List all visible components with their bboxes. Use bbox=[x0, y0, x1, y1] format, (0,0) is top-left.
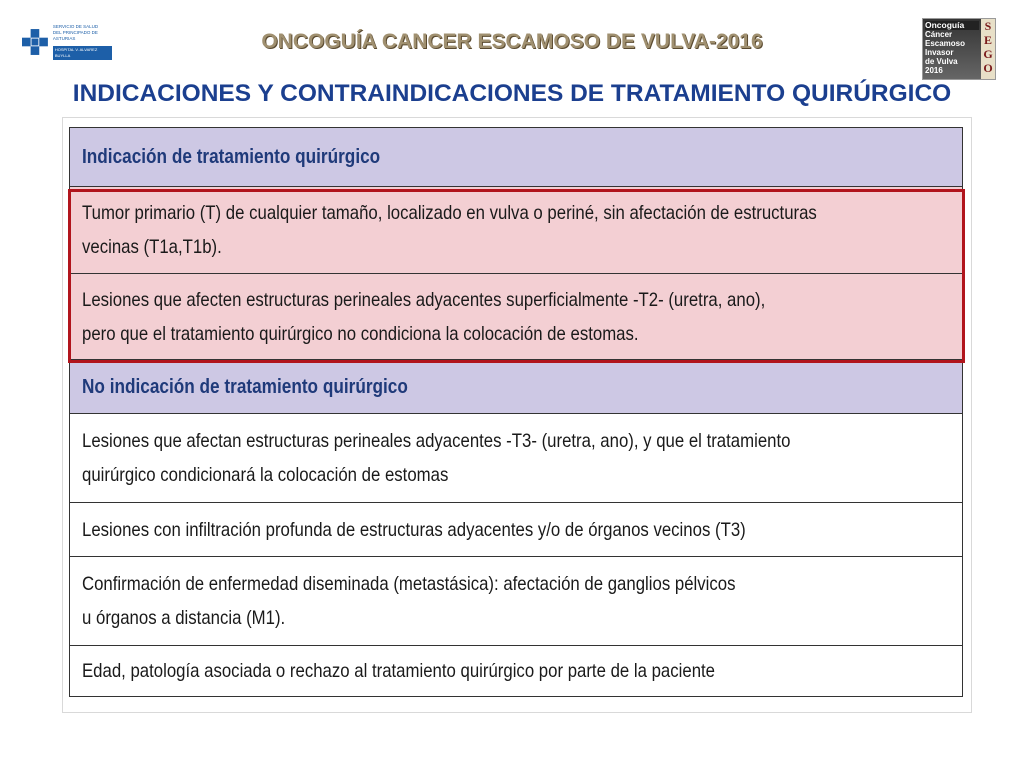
indication-header-row bbox=[70, 128, 962, 187]
logo-text-line: de Vulva bbox=[925, 57, 958, 66]
no-indication-header: No indicación de tratamiento quirúrgico bbox=[82, 375, 408, 398]
table-row bbox=[70, 187, 962, 274]
row-text-line: Edad, patología asociada o rechazo al tratamiento quirúrgico por parte de la paciente bbox=[82, 660, 716, 682]
row-text-line: quirúrgico condicionará la colocación de estomas bbox=[82, 464, 449, 486]
oncoguia-sego-logo bbox=[922, 18, 996, 80]
logo-letter: E bbox=[983, 33, 992, 47]
no-indication-header-row bbox=[70, 360, 962, 414]
row-text-line: Lesiones con infiltración profunda de estructuras adyacentes y/o de órganos vecinos (T3) bbox=[82, 518, 746, 541]
slide-title: INDICACIONES Y CONTRAINDICACIONES DE TRATAMIENTO QUIRÚRGICO bbox=[72, 80, 952, 107]
table-row bbox=[70, 414, 962, 503]
logo-text-line: Oncoguía bbox=[925, 21, 979, 30]
indication-header: Indicación de tratamiento quirúrgico bbox=[82, 146, 381, 168]
slide-subtitle: ONCOGUÍA CANCER ESCAMOSO DE VULVA-2016 bbox=[261, 30, 763, 53]
table-row bbox=[70, 557, 962, 646]
row-text-line: u órganos a distancia (M1). bbox=[82, 607, 286, 629]
logo-letter: G bbox=[983, 47, 993, 61]
logo-letter: S bbox=[984, 19, 992, 33]
row-text-line: Lesiones que afecten estructuras perineales adyacentes superficialmente -T2- (uretra, ano), bbox=[82, 288, 766, 311]
logo-text-line: 2016 bbox=[925, 66, 943, 75]
row-text-line: vecinas (T1a,T1b). bbox=[82, 236, 222, 258]
logo-line-2: DEL PRINCIPADO DE ASTURIAS bbox=[52, 30, 98, 41]
table-row bbox=[70, 503, 962, 557]
logo-line-1: SERVICIO DE SALUD bbox=[52, 24, 99, 29]
row-text-line: pero que el tratamiento quirúrgico no condiciona la colocación de estomas. bbox=[82, 322, 639, 345]
logo-letter: O bbox=[983, 61, 993, 75]
table-row bbox=[70, 274, 962, 360]
surgical-indications-table bbox=[69, 127, 963, 697]
logo-text-line: Escamoso bbox=[925, 39, 966, 48]
row-text-line: Confirmación de enfermedad diseminada (metastásica): afectación de ganglios pélvicos bbox=[82, 573, 736, 595]
row-text-line: Lesiones que afectan estructuras perineales adyacentes -T3- (uretra, ano), y que el tratamiento bbox=[82, 430, 791, 452]
table-row bbox=[70, 646, 962, 697]
row-text-line: Tumor primario (T) de cualquier tamaño, localizado en vulva o periné, sin afectación de estructuras bbox=[82, 202, 817, 224]
logo-hospital: HOSPITAL V. ALVAREZ BUYLLA bbox=[53, 46, 112, 60]
logo-text-line: Invasor bbox=[925, 48, 954, 57]
logo-text-line: Cáncer bbox=[925, 30, 953, 39]
